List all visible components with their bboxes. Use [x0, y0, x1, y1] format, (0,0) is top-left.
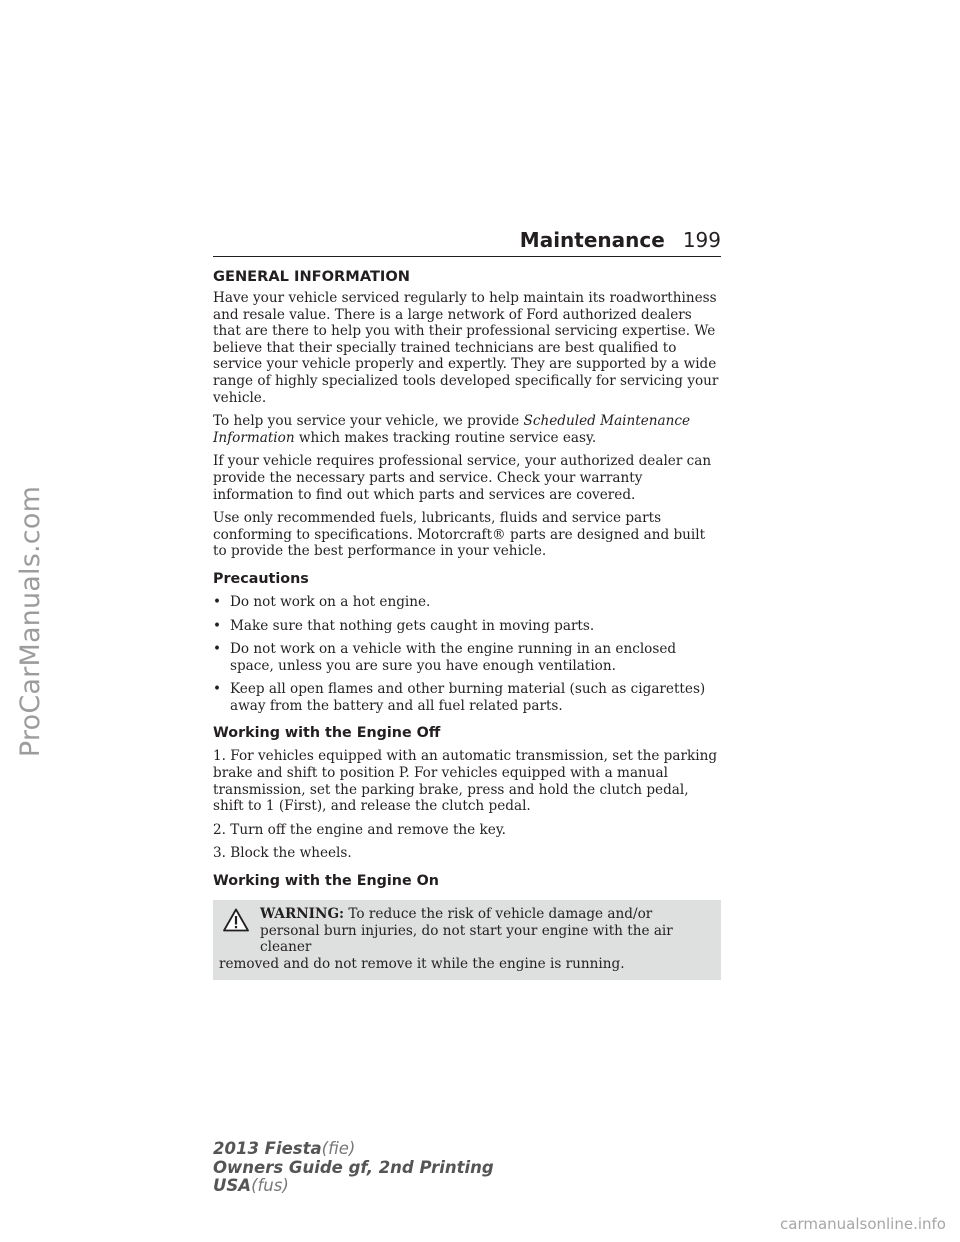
list-item — [213, 641, 721, 674]
warning-triangle-icon — [223, 908, 249, 932]
footer-market-code: (fus) — [251, 1176, 289, 1195]
footer-line-3 — [213, 1177, 494, 1196]
list-item — [213, 618, 721, 635]
side-watermark — [6, 0, 56, 1242]
engine-off-step-2: 2. Turn off the engine and remove the key. — [213, 821, 507, 838]
warning-label: WARNING: — [260, 906, 345, 923]
warning-text: To reduce the risk of vehicle damage and/or personal burn injuries, do not start your engine with the air cleaner — [260, 906, 673, 956]
list-item-text: Keep all open flames and other burning material (such as cigarettes) away from the battery and all fuel related parts. — [230, 681, 706, 714]
engine-off-step-1: 1. For vehicles equipped with an automatic transmission, set the parking brake and shift to position P. For vehicles equipped with a manual transmission, set the parking brake, press and hold the clutch pedal, shift to 1 (First), and release the clutch pedal. — [213, 748, 718, 815]
footer-market: USA — [213, 1176, 252, 1195]
bullet: • — [213, 593, 222, 610]
bullet: • — [213, 617, 222, 634]
footer-model-code: (fie) — [321, 1139, 356, 1158]
list-item — [213, 594, 721, 611]
list-item-text: Do not work on a vehicle with the engine running in an enclosed space, unless you are sure you have enough ventilation. — [230, 641, 677, 674]
bullet: • — [213, 681, 222, 698]
precautions-list — [213, 594, 721, 715]
page-number: 199 — [682, 228, 721, 252]
list-item-text: Make sure that nothing gets caught in moving parts. — [230, 617, 595, 634]
general-paragraph-3: If your vehicle requires professional service, your authorized dealer can provide the necessary parts and service. Check your warranty information to find out which parts and services are covered. — [213, 453, 712, 503]
engine-off-step-3: 3. Block the wheels. — [213, 845, 352, 862]
scheduled-maintenance-title: Scheduled Maintenance Information — [213, 413, 691, 446]
warning-box — [213, 900, 721, 980]
side-watermark-text: ProCarManuals.com — [15, 485, 47, 757]
section-title: Maintenance — [519, 228, 665, 252]
general-information-heading: GENERAL INFORMATION — [213, 268, 410, 285]
precautions-heading: Precautions — [213, 570, 309, 587]
page-header — [213, 228, 721, 257]
footer-guide: Owners Guide gf, 2nd Printing — [213, 1157, 494, 1177]
footer-line-2 — [213, 1159, 494, 1178]
bottom-watermark: carmanualsonline.info — [780, 1215, 946, 1233]
list-item-text: Do not work on a hot engine. — [230, 593, 431, 610]
page-content — [213, 268, 721, 980]
general-paragraph-2-pre: To help you service your vehicle, we provide — [213, 413, 524, 430]
footer-line-1 — [213, 1140, 494, 1159]
general-paragraph-2 — [213, 413, 721, 446]
general-paragraph-2-post: which makes tracking routine service easy. — [294, 429, 597, 446]
list-item — [213, 681, 721, 714]
warning-text-bottom: removed and do not remove it while the engine is running. — [219, 955, 625, 972]
engine-on-heading: Working with the Engine On — [213, 873, 439, 890]
general-paragraph-1: Have your vehicle serviced regularly to help maintain its roadworthiness and resale value. There is a large network of Ford authorized dealers that are there to help you with their professional servicing expertise. We believe that their specially trained technicians are best qualified to service your vehicle properly and expertly. They are supported by a wide range of highly specialized tools developed specifically for servicing your vehicle. — [213, 290, 719, 406]
general-paragraph-4: Use only recommended fuels, lubricants, fluids and service parts conforming to specifications. Motorcraft® parts are designed and built to provide the best performance in your vehicle. — [213, 510, 706, 560]
footer-model: 2013 Fiesta — [213, 1139, 322, 1158]
page-footer — [213, 1140, 494, 1196]
bullet: • — [213, 641, 222, 658]
warning-text-top — [219, 906, 715, 956]
engine-off-heading: Working with the Engine Off — [213, 725, 441, 742]
